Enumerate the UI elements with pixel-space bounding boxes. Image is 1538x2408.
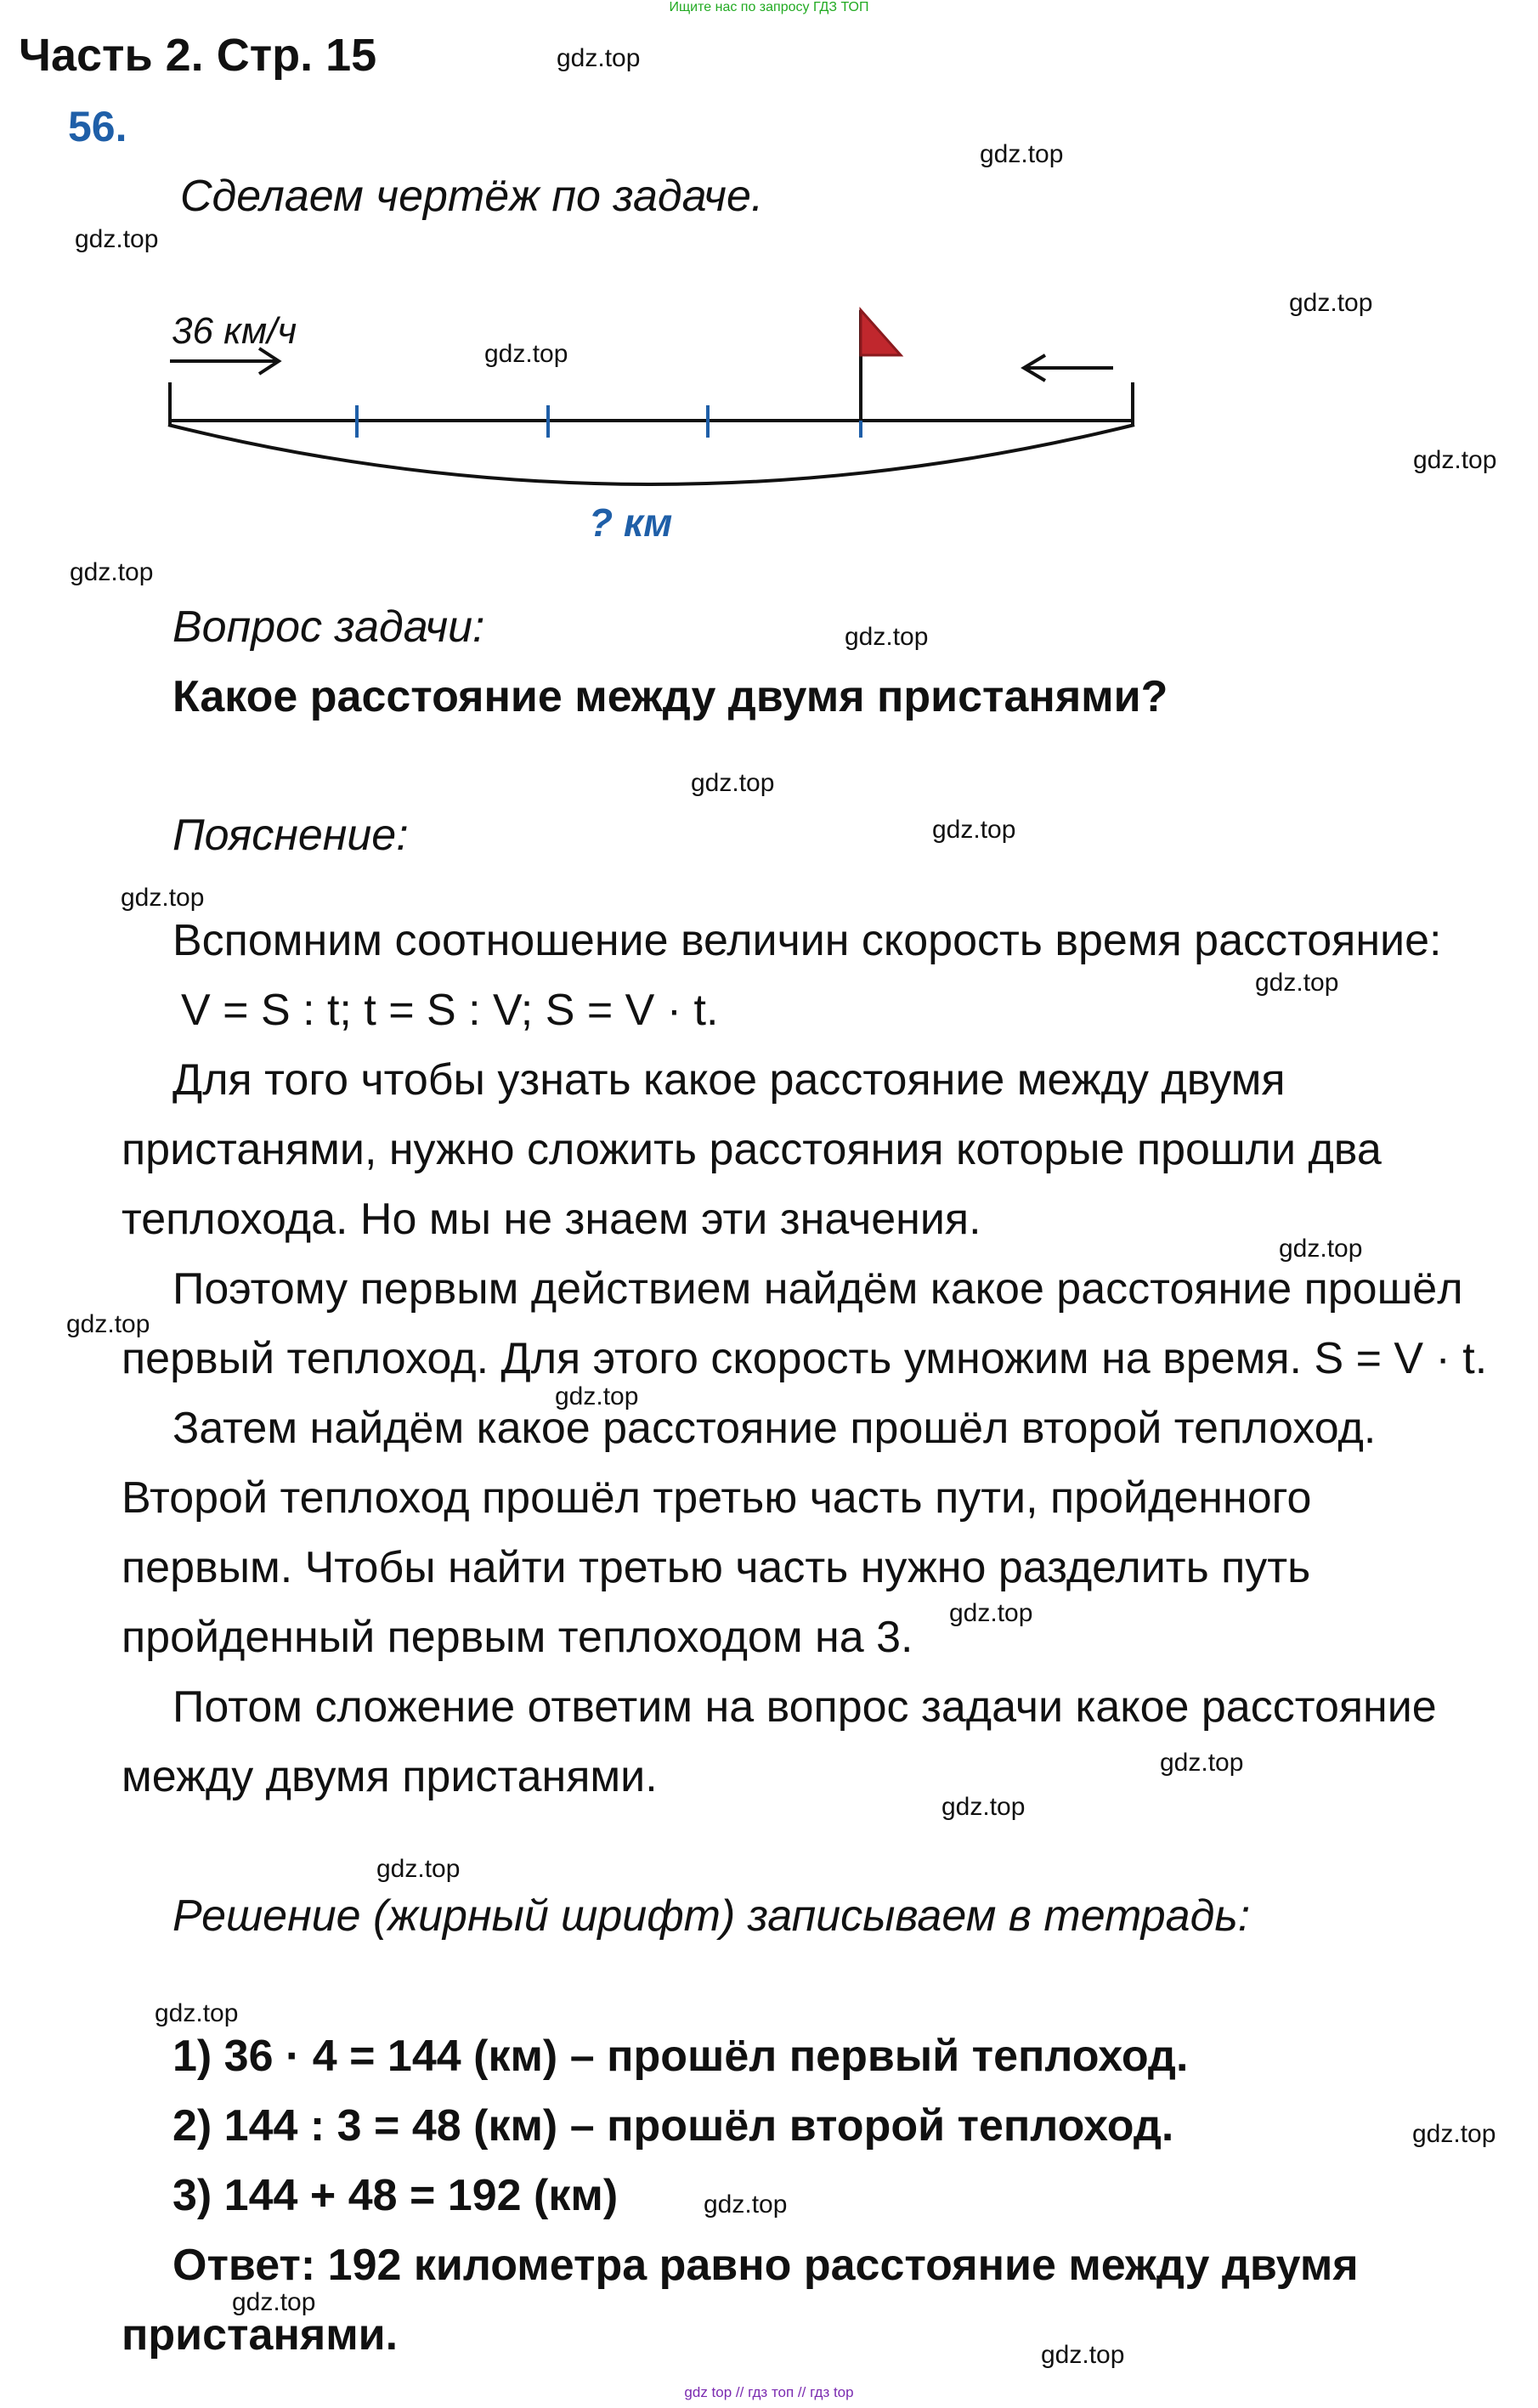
watermark: gdz.top [1160,1749,1244,1777]
top-banner: Ищите нас по запросу ГДЗ ТОП [669,0,869,14]
explanation-line: Второй теплоход прошёл третью часть пути, пройденного [122,1473,1312,1523]
solution-label: Решение (жирный шрифт) записываем в тетрадь: [172,1891,1251,1941]
explanation-line: Вспомним соотношение величин скорость время расстояние: [172,916,1442,965]
watermark: gdz.top [1289,289,1373,317]
watermark: gdz.top [949,1599,1033,1627]
explanation-line: первый теплоход. Для этого скорость умножим на время. S = V · t. [122,1334,1488,1383]
answer-line: пристанями. [122,2310,399,2360]
explanation-line: первым. Чтобы найти третью часть нужно разделить путь [122,1543,1311,1592]
watermark: gdz.top [1412,2120,1496,2148]
explanation-line: Затем найдём какое расстояние прошёл второй теплоход. [172,1404,1377,1453]
watermark: gdz.top [155,1999,239,2027]
watermark: gdz.top [1041,2341,1125,2369]
watermark: gdz.top [980,140,1064,168]
watermark: gdz.top [121,884,205,912]
watermark: gdz.top [932,816,1016,844]
solution-step-2: 2) 144 : 3 = 48 (км) – прошёл второй теплоход. [172,2101,1174,2151]
watermark: gdz.top [557,44,641,72]
task-number: 56. [68,103,127,150]
solution-step-3: 3) 144 + 48 = 192 (км) [172,2171,619,2220]
page-title: Часть 2. Стр. 15 [19,30,377,81]
watermark: gdz.top [70,558,154,586]
question-label: Вопрос задачи: [172,602,485,652]
watermark: gdz.top [376,1855,461,1883]
watermark: gdz.top [232,2288,316,2316]
watermark: gdz.top [555,1382,639,1410]
watermark: gdz.top [75,225,159,253]
question-text: Какое расстояние между двумя пристанями? [172,672,1168,721]
explanation-line: пристанями, нужно сложить расстояния которые прошли два [122,1125,1382,1174]
explanation-formulas: V = S : t; t = S : V; S = V · t. [181,986,719,1035]
solution-step-1: 1) 36 · 4 = 144 (км) – прошёл первый теплоход. [172,2032,1189,2081]
watermark: gdz.top [845,623,929,651]
explanation-line: между двумя пристанями. [122,1752,658,1801]
watermark: gdz.top [484,340,568,368]
explanation-label: Пояснение: [172,811,409,860]
watermark: gdz.top [1279,1235,1363,1263]
explanation-line: пройденный первым теплоходом на 3. [122,1613,913,1662]
explanation-line: Для того чтобы узнать какое расстояние между двумя [172,1055,1286,1105]
explanation-line: Потом сложение ответим на вопрос задачи какое расстояние [172,1682,1437,1732]
watermark: gdz.top [941,1793,1026,1821]
speed-label: 36 км/ч [172,310,297,352]
distance-brace [168,425,1134,484]
unknown-distance-label: ? км [589,500,673,545]
footer-text: gdz top // гдз топ // гдз top [684,2384,854,2400]
explanation-line: Поэтому первым действием найдём какое расстояние прошёл [172,1264,1463,1314]
flag-icon [861,310,901,355]
watermark: gdz.top [1413,446,1497,474]
watermark: gdz.top [66,1310,150,1338]
watermark: gdz.top [704,2190,788,2219]
watermark: gdz.top [691,769,775,797]
explanation-line: теплохода. Но мы не знаем эти значения. [122,1195,981,1244]
intro-text: Сделаем чертёж по задаче. [180,172,764,221]
watermark: gdz.top [1255,969,1339,997]
answer-line: Ответ: 192 километра равно расстояние между двумя [172,2241,1359,2290]
